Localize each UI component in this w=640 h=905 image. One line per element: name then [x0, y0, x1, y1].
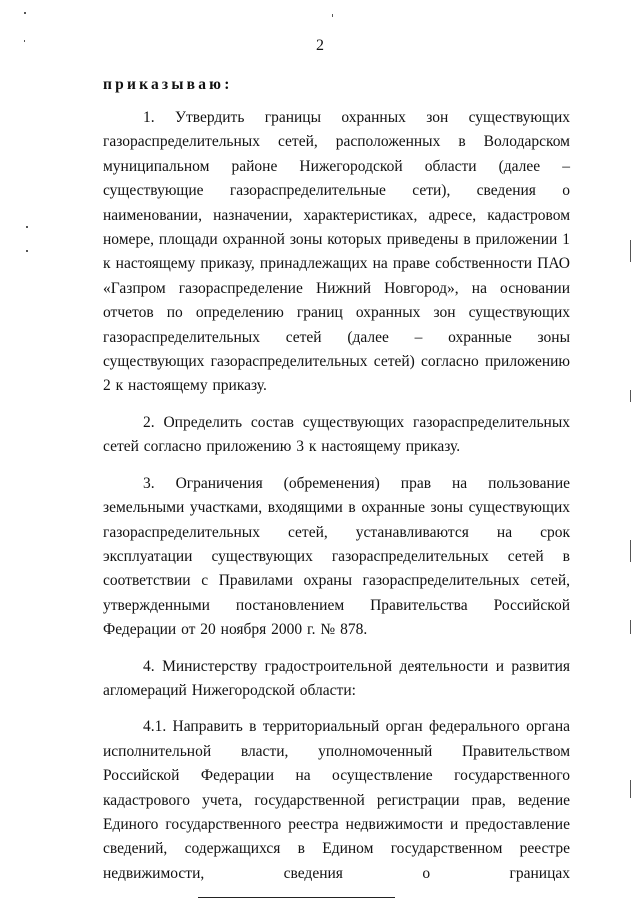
- scan-mark: [26, 250, 28, 252]
- paragraph-3: 3. Ограничения (обременения) прав на пользование земельными участками, входящими в охранные зоны существующих газораспределительных сетей, устанавливаются на срок эксплуатации существующих газораспределительных сетей в соответствии с Правилами охраны газораспределительных сетей, утвержденными постановлением Правительства Российской Федерации от 20 ноября 2000 г. № 878.: [103, 474, 570, 639]
- scan-mark: [630, 540, 631, 562]
- scan-mark: [630, 390, 631, 402]
- scan-mark: [630, 620, 631, 634]
- scan-mark: [332, 14, 333, 17]
- scan-mark: [24, 12, 26, 14]
- paragraph-2: 2. Определить состав существующих газораспределительных сетей согласно приложению 3 к настоящему приказу.: [103, 413, 570, 456]
- document-body: [103, 106, 570, 886]
- order-heading: приказываю:: [103, 76, 233, 93]
- scan-mark: [24, 40, 25, 42]
- paragraph-1: 1. Утвердить границы охранных зон существующих газораспределительных сетей, расположенных в Володарском муниципальном районе Нижегородской области (далее – существующие газораспределительные сети), сведения о наименовании, назначении, характеристиках, адресе, кадастровом номере, площади охранной зоны которых приведены в приложении 1 к настоящему приказу, принадлежащих на праве собственности ПАО «Газпром газораспределение Нижний Новгород», на основании отчетов по определению границ охранных зон существующих газораспределительных сетей (далее – охранные зоны существующих газораспределительных сетей) согласно приложению 2 к настоящему приказу.: [103, 109, 570, 395]
- footer-rule: [198, 897, 395, 898]
- paragraph-4-1: 4.1. Направить в территориальный орган федерального органа исполнительной власти, уполномоченный Правительством Российской Федерации на осуществление государственного кадастрового учета, государственной регистрации прав, ведение Единого государственного реестра недвижимости и предоставление сведений, содержащихся в Едином государственном реестре недвижимости, сведения о границах: [103, 718, 570, 882]
- paragraph-4: 4. Министерству градостроительной деятельности и развития агломераций Нижегородской области:: [103, 657, 570, 699]
- scan-mark: [630, 240, 631, 262]
- scan-mark: [630, 780, 631, 798]
- page-number: 2: [316, 37, 324, 54]
- scan-mark: [26, 226, 28, 228]
